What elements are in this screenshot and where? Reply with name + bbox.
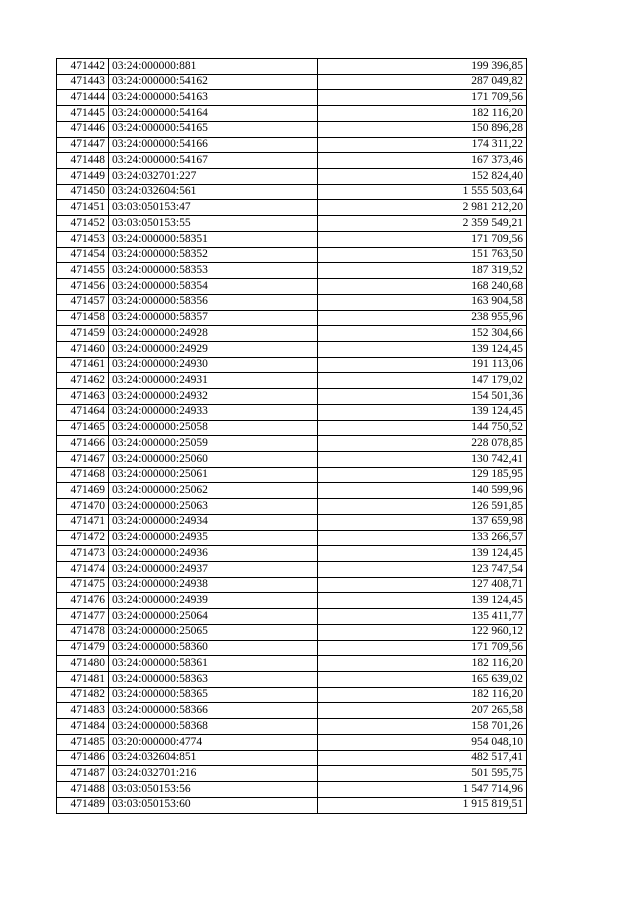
cadastral-number-cell: 03:24:000000:58357 bbox=[109, 310, 318, 326]
table-row bbox=[57, 326, 527, 342]
value-cell: 1 555 503,64 bbox=[318, 184, 527, 200]
row-number-cell: 471444 bbox=[57, 90, 109, 106]
table-row bbox=[57, 231, 527, 247]
value-cell: 2 359 549,21 bbox=[318, 216, 527, 232]
cadastral-number-cell: 03:24:000000:58354 bbox=[109, 279, 318, 295]
row-number-cell: 471465 bbox=[57, 420, 109, 436]
row-number-cell: 471475 bbox=[57, 577, 109, 593]
value-cell: 140 599,96 bbox=[318, 483, 527, 499]
value-cell: 199 396,85 bbox=[318, 59, 527, 75]
cadastral-number-cell: 03:24:000000:24933 bbox=[109, 404, 318, 420]
value-cell: 1 915 819,51 bbox=[318, 797, 527, 813]
table-row bbox=[57, 734, 527, 750]
cadastral-number-cell: 03:24:000000:24934 bbox=[109, 514, 318, 530]
value-cell: 207 265,58 bbox=[318, 703, 527, 719]
cadastral-number-cell: 03:24:000000:58363 bbox=[109, 672, 318, 688]
cadastral-number-cell: 03:24:000000:58360 bbox=[109, 640, 318, 656]
value-cell: 150 896,28 bbox=[318, 121, 527, 137]
table-row bbox=[57, 279, 527, 295]
table-row bbox=[57, 703, 527, 719]
table-row bbox=[57, 624, 527, 640]
value-cell: 2 981 212,20 bbox=[318, 200, 527, 216]
table-row bbox=[57, 294, 527, 310]
table-row bbox=[57, 514, 527, 530]
value-cell: 127 408,71 bbox=[318, 577, 527, 593]
table-row bbox=[57, 593, 527, 609]
cadastral-number-cell: 03:24:000000:58353 bbox=[109, 263, 318, 279]
table-row bbox=[57, 153, 527, 169]
row-number-cell: 471487 bbox=[57, 766, 109, 782]
value-cell: 287 049,82 bbox=[318, 74, 527, 90]
cadastral-number-cell: 03:24:000000:24938 bbox=[109, 577, 318, 593]
cadastral-number-cell: 03:20:000000:4774 bbox=[109, 734, 318, 750]
value-cell: 482 517,41 bbox=[318, 750, 527, 766]
table-row bbox=[57, 169, 527, 185]
table-row bbox=[57, 389, 527, 405]
value-cell: 151 763,50 bbox=[318, 247, 527, 263]
cadastral-number-cell: 03:24:032701:216 bbox=[109, 766, 318, 782]
cadastral-number-cell: 03:24:032701:227 bbox=[109, 169, 318, 185]
table-row bbox=[57, 90, 527, 106]
row-number-cell: 471478 bbox=[57, 624, 109, 640]
value-cell: 168 240,68 bbox=[318, 279, 527, 295]
cadastral-number-cell: 03:24:000000:58366 bbox=[109, 703, 318, 719]
value-cell: 187 319,52 bbox=[318, 263, 527, 279]
cadastral-number-cell: 03:03:050153:55 bbox=[109, 216, 318, 232]
table-row bbox=[57, 797, 527, 813]
value-cell: 123 747,54 bbox=[318, 562, 527, 578]
table-row bbox=[57, 420, 527, 436]
row-number-cell: 471464 bbox=[57, 404, 109, 420]
row-number-cell: 471480 bbox=[57, 656, 109, 672]
value-cell: 501 595,75 bbox=[318, 766, 527, 782]
row-number-cell: 471451 bbox=[57, 200, 109, 216]
row-number-cell: 471472 bbox=[57, 530, 109, 546]
cadastral-number-cell: 03:24:000000:25059 bbox=[109, 436, 318, 452]
table-row bbox=[57, 74, 527, 90]
table-row bbox=[57, 436, 527, 452]
row-number-cell: 471466 bbox=[57, 436, 109, 452]
cadastral-number-cell: 03:24:000000:58361 bbox=[109, 656, 318, 672]
table-row bbox=[57, 137, 527, 153]
value-cell: 182 116,20 bbox=[318, 106, 527, 122]
cadastral-number-cell: 03:24:000000:24930 bbox=[109, 357, 318, 373]
row-number-cell: 471469 bbox=[57, 483, 109, 499]
cadastral-number-cell: 03:24:000000:24929 bbox=[109, 341, 318, 357]
cadastral-number-cell: 03:24:000000:24928 bbox=[109, 326, 318, 342]
cadastral-number-cell: 03:03:050153:47 bbox=[109, 200, 318, 216]
value-cell: 139 124,45 bbox=[318, 546, 527, 562]
cadastral-number-cell: 03:24:000000:24935 bbox=[109, 530, 318, 546]
row-number-cell: 471481 bbox=[57, 672, 109, 688]
cadastral-number-cell: 03:24:000000:54166 bbox=[109, 137, 318, 153]
cadastral-number-cell: 03:24:000000:54165 bbox=[109, 121, 318, 137]
cadastral-number-cell: 03:24:000000:58352 bbox=[109, 247, 318, 263]
row-number-cell: 471450 bbox=[57, 184, 109, 200]
table-row bbox=[57, 483, 527, 499]
value-cell: 137 659,98 bbox=[318, 514, 527, 530]
row-number-cell: 471470 bbox=[57, 499, 109, 515]
cadastral-number-cell: 03:03:050153:56 bbox=[109, 782, 318, 798]
row-number-cell: 471462 bbox=[57, 373, 109, 389]
cadastral-number-cell: 03:24:000000:54162 bbox=[109, 74, 318, 90]
value-cell: 158 701,26 bbox=[318, 719, 527, 735]
table-row bbox=[57, 467, 527, 483]
cadastral-number-cell: 03:24:000000:58368 bbox=[109, 719, 318, 735]
row-number-cell: 471489 bbox=[57, 797, 109, 813]
value-cell: 139 124,45 bbox=[318, 341, 527, 357]
row-number-cell: 471483 bbox=[57, 703, 109, 719]
row-number-cell: 471443 bbox=[57, 74, 109, 90]
row-number-cell: 471477 bbox=[57, 609, 109, 625]
value-cell: 182 116,20 bbox=[318, 687, 527, 703]
cadastral-number-cell: 03:24:000000:25058 bbox=[109, 420, 318, 436]
row-number-cell: 471463 bbox=[57, 389, 109, 405]
value-cell: 171 709,56 bbox=[318, 231, 527, 247]
row-number-cell: 471485 bbox=[57, 734, 109, 750]
row-number-cell: 471461 bbox=[57, 357, 109, 373]
value-cell: 174 311,22 bbox=[318, 137, 527, 153]
row-number-cell: 471482 bbox=[57, 687, 109, 703]
cadastral-number-cell: 03:24:032604:851 bbox=[109, 750, 318, 766]
table-row bbox=[57, 530, 527, 546]
value-cell: 165 639,02 bbox=[318, 672, 527, 688]
cadastral-number-cell: 03:24:000000:25064 bbox=[109, 609, 318, 625]
cadastral-number-cell: 03:24:000000:54164 bbox=[109, 106, 318, 122]
table-row bbox=[57, 577, 527, 593]
cadastral-number-cell: 03:24:000000:58356 bbox=[109, 294, 318, 310]
table-row bbox=[57, 672, 527, 688]
table-row bbox=[57, 750, 527, 766]
cadastral-number-cell: 03:03:050153:60 bbox=[109, 797, 318, 813]
cadastral-number-cell: 03:24:000000:24931 bbox=[109, 373, 318, 389]
row-number-cell: 471473 bbox=[57, 546, 109, 562]
row-number-cell: 471458 bbox=[57, 310, 109, 326]
value-cell: 152 824,40 bbox=[318, 169, 527, 185]
table-row bbox=[57, 404, 527, 420]
row-number-cell: 471454 bbox=[57, 247, 109, 263]
row-number-cell: 471449 bbox=[57, 169, 109, 185]
cadastral-number-cell: 03:24:000000:24936 bbox=[109, 546, 318, 562]
table-row bbox=[57, 609, 527, 625]
table-row bbox=[57, 341, 527, 357]
table-row bbox=[57, 106, 527, 122]
row-number-cell: 471446 bbox=[57, 121, 109, 137]
cadastral-number-cell: 03:24:000000:58351 bbox=[109, 231, 318, 247]
row-number-cell: 471452 bbox=[57, 216, 109, 232]
table-row bbox=[57, 200, 527, 216]
table-row bbox=[57, 766, 527, 782]
value-cell: 139 124,45 bbox=[318, 593, 527, 609]
table-row bbox=[57, 247, 527, 263]
row-number-cell: 471474 bbox=[57, 562, 109, 578]
table-row bbox=[57, 562, 527, 578]
registry-table bbox=[56, 58, 527, 814]
registry-table-body bbox=[57, 59, 527, 814]
row-number-cell: 471460 bbox=[57, 341, 109, 357]
row-number-cell: 471488 bbox=[57, 782, 109, 798]
value-cell: 167 373,46 bbox=[318, 153, 527, 169]
value-cell: 130 742,41 bbox=[318, 451, 527, 467]
row-number-cell: 471448 bbox=[57, 153, 109, 169]
cadastral-number-cell: 03:24:000000:881 bbox=[109, 59, 318, 75]
cadastral-number-cell: 03:24:000000:25061 bbox=[109, 467, 318, 483]
table-row bbox=[57, 687, 527, 703]
cadastral-number-cell: 03:24:000000:54163 bbox=[109, 90, 318, 106]
value-cell: 163 904,58 bbox=[318, 294, 527, 310]
row-number-cell: 471484 bbox=[57, 719, 109, 735]
row-number-cell: 471467 bbox=[57, 451, 109, 467]
cadastral-number-cell: 03:24:032604:561 bbox=[109, 184, 318, 200]
row-number-cell: 471476 bbox=[57, 593, 109, 609]
table-row bbox=[57, 640, 527, 656]
cadastral-number-cell: 03:24:000000:25062 bbox=[109, 483, 318, 499]
value-cell: 1 547 714,96 bbox=[318, 782, 527, 798]
value-cell: 147 179,02 bbox=[318, 373, 527, 389]
table-row bbox=[57, 451, 527, 467]
cadastral-number-cell: 03:24:000000:58365 bbox=[109, 687, 318, 703]
row-number-cell: 471471 bbox=[57, 514, 109, 530]
row-number-cell: 471468 bbox=[57, 467, 109, 483]
row-number-cell: 471486 bbox=[57, 750, 109, 766]
table-row bbox=[57, 656, 527, 672]
table-row bbox=[57, 546, 527, 562]
value-cell: 182 116,20 bbox=[318, 656, 527, 672]
value-cell: 171 709,56 bbox=[318, 640, 527, 656]
value-cell: 152 304,66 bbox=[318, 326, 527, 342]
row-number-cell: 471456 bbox=[57, 279, 109, 295]
table-row bbox=[57, 499, 527, 515]
value-cell: 133 266,57 bbox=[318, 530, 527, 546]
cadastral-number-cell: 03:24:000000:25065 bbox=[109, 624, 318, 640]
table-row bbox=[57, 719, 527, 735]
value-cell: 954 048,10 bbox=[318, 734, 527, 750]
table-row bbox=[57, 310, 527, 326]
value-cell: 122 960,12 bbox=[318, 624, 527, 640]
value-cell: 135 411,77 bbox=[318, 609, 527, 625]
value-cell: 238 955,96 bbox=[318, 310, 527, 326]
cadastral-number-cell: 03:24:000000:25063 bbox=[109, 499, 318, 515]
table-row bbox=[57, 184, 527, 200]
cadastral-number-cell: 03:24:000000:24939 bbox=[109, 593, 318, 609]
value-cell: 171 709,56 bbox=[318, 90, 527, 106]
table-row bbox=[57, 121, 527, 137]
value-cell: 126 591,85 bbox=[318, 499, 527, 515]
row-number-cell: 471447 bbox=[57, 137, 109, 153]
value-cell: 144 750,52 bbox=[318, 420, 527, 436]
table-row bbox=[57, 357, 527, 373]
value-cell: 228 078,85 bbox=[318, 436, 527, 452]
table-row bbox=[57, 59, 527, 75]
value-cell: 191 113,06 bbox=[318, 357, 527, 373]
row-number-cell: 471459 bbox=[57, 326, 109, 342]
table-row bbox=[57, 782, 527, 798]
cadastral-number-cell: 03:24:000000:24937 bbox=[109, 562, 318, 578]
table-row bbox=[57, 373, 527, 389]
value-cell: 129 185,95 bbox=[318, 467, 527, 483]
row-number-cell: 471457 bbox=[57, 294, 109, 310]
cadastral-number-cell: 03:24:000000:54167 bbox=[109, 153, 318, 169]
value-cell: 154 501,36 bbox=[318, 389, 527, 405]
row-number-cell: 471445 bbox=[57, 106, 109, 122]
table-row bbox=[57, 216, 527, 232]
table-row bbox=[57, 263, 527, 279]
value-cell: 139 124,45 bbox=[318, 404, 527, 420]
row-number-cell: 471479 bbox=[57, 640, 109, 656]
cadastral-number-cell: 03:24:000000:24932 bbox=[109, 389, 318, 405]
row-number-cell: 471442 bbox=[57, 59, 109, 75]
cadastral-number-cell: 03:24:000000:25060 bbox=[109, 451, 318, 467]
row-number-cell: 471453 bbox=[57, 231, 109, 247]
row-number-cell: 471455 bbox=[57, 263, 109, 279]
